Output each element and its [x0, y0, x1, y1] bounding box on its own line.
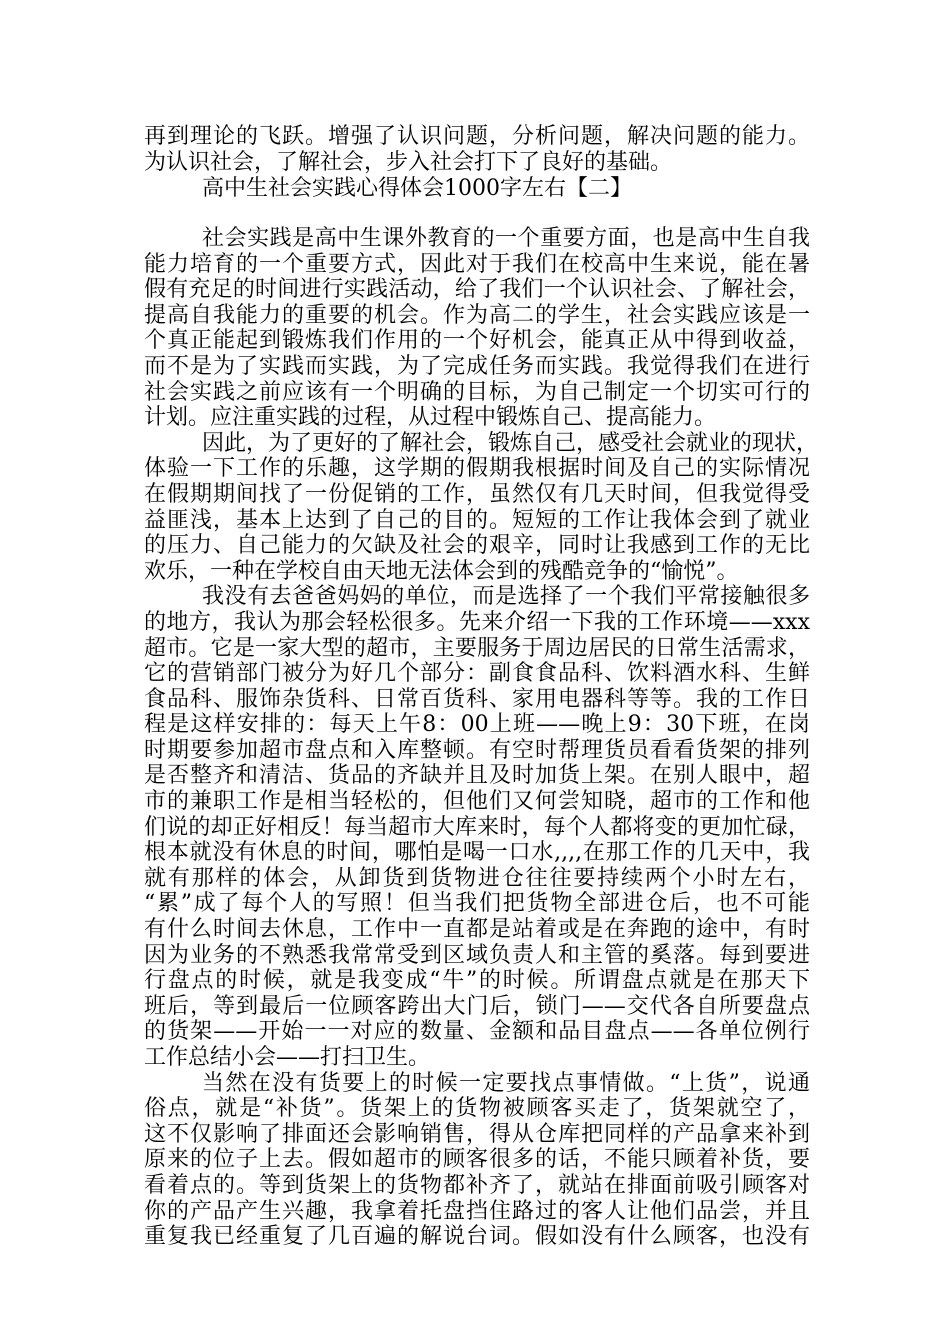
paragraph-line: 因此，为了更好的了解社会，锻炼自己，感受社会就业的现状，: [202, 430, 819, 456]
paragraph-line: “累”成了每个人的写照！但当我们把货物全部进仓后，也不可能: [144, 891, 810, 917]
paragraph-line: 在假期期间找了一份促销的工作，虽然仅有几天时间，但我觉得受: [144, 481, 810, 507]
paragraph-line: 就有那样的体会，从卸货到货物进仓往往要持续两个小时左右，: [144, 865, 810, 891]
paragraph-line: 原来的位子上去。假如超市的顾客很多的话，不能只顾着补货，要: [144, 1147, 810, 1173]
paragraph-line: 根本就没有休息的时间，哪怕是喝一口水,,,,在那工作的几天中，我: [144, 840, 810, 866]
paragraph-line: 看着点的。等到货架上的货物都补齐了，就站在排面前吸引顾客对: [144, 1172, 810, 1198]
body-text: [144, 226, 819, 1250]
paragraph: [144, 430, 819, 585]
section-heading-wrap: [144, 176, 810, 202]
paragraph-line: 它的营销部门被分为好几个部分：副食食品科、饮料酒水科、生鲜: [144, 661, 810, 687]
paragraph-line: 市的兼职工作是相当轻松的，但他们又何尝知晓，超市的工作和他: [144, 789, 810, 815]
paragraph-line: 班后，等到最后一位顾客跨出大门后，锁门——交代各自所要盘点: [144, 993, 810, 1019]
paragraph-line: 这不仅影响了排面还会影响销售，得从仓库把同样的产品拿来补到: [144, 1121, 810, 1147]
paragraph-line: 社会实践是高中生课外教育的一个重要方面，也是高中生自我: [202, 226, 810, 251]
paragraph-line: 能力培育的一个重要方式，因此对于我们在校高中生来说，能在暑: [144, 251, 810, 277]
paragraph-line: 的地方，我认为那会轻松很多。先来介绍一下我的工作环境——xxx: [144, 609, 810, 635]
intro-text: [144, 124, 810, 175]
paragraph-line: 时期要参加超市盘点和入库整顿。有空时帮理货员看看货架的排列: [144, 737, 810, 763]
paragraph-line: 工作总结小会——打扫卫生。: [144, 1045, 431, 1070]
paragraph-line: 计划。应注重实践的过程，从过程中锻炼自己、提高能力。: [144, 405, 717, 431]
paragraph: [144, 1071, 810, 1250]
paragraph-line: 个真正能起到锻炼我们作用的一个好机会，能真正从中得到收益，: [144, 328, 810, 354]
paragraph-line: 欢乐，一种在学校自由天地无法体会到的残酷竞争的“愉悦”。: [144, 558, 739, 584]
paragraph-line: 俗点，就是“补货”。货架上的货物被顾客买走了，货架就空了，: [144, 1096, 810, 1122]
paragraph-line: 行盘点的时候，就是我变成“牛”的时候。所谓盘点就是在那天下: [144, 968, 810, 994]
paragraph-line: 食品科、服饰杂货科、日常百货科、家用电器科等等。我的工作日: [144, 686, 810, 712]
intro-line: 再到理论的飞跃。增强了认识问题，分析问题，解决问题的能力。: [144, 124, 810, 149]
paragraph-line: 因为业务的不熟悉我常常受到区域负责人和主管的奚落。每到要进: [144, 942, 810, 968]
paragraph-line: 益匪浅，基本上达到了自己的目的。短短的工作让我体会到了就业: [144, 507, 810, 533]
paragraph-line: 你的产品产生兴趣，我拿着托盘挡住路过的客人让他们品尝，并且: [144, 1198, 810, 1224]
paragraph-line: 是否整齐和清洁、货品的齐缺并且及时加货上架。在别人眼中，超: [144, 763, 810, 789]
paragraph-line: 的压力、自己能力的欠缺及社会的艰辛，同时让我感到工作的无比: [144, 533, 810, 559]
paragraph-line: 超市。它是一家大型的超市，主要服务于周边居民的日常生活需求，: [144, 635, 810, 661]
paragraph-line: 们说的却正好相反！每当超市大库来时，每个人都将变的更加忙碌，: [144, 814, 810, 840]
paragraph-line: 当然在没有货要上的时候一定要找点事情做。“上货”，说通: [202, 1070, 810, 1096]
paragraph-line: 程是这样安排的：每天上午8：00上班——晚上9：30下班，在岗: [144, 712, 810, 738]
paragraph-line: 假有充足的时间进行实践活动，给了我们一个认识社会、了解社会，: [144, 277, 810, 303]
intro-line: 为认识社会，了解社会，步入社会打下了良好的基础。: [144, 149, 673, 175]
paragraph-line: 社会实践之前应该有一个明确的目标，为自己制定一个切实可行的: [144, 379, 810, 405]
paragraph-line: 重复我已经重复了几百遍的解说台词。假如没有什么顾客，也没有: [144, 1224, 810, 1250]
paragraph-line: 而不是为了实践而实践，为了完成任务而实践。我觉得我们在进行: [144, 353, 810, 379]
paragraph-line: 提高自我能力的重要的机会。作为高二的学生，社会实践应该是一: [144, 302, 810, 328]
paragraph-line: 有什么时间去休息，工作中一直都是站着或是在奔跑的途中，有时: [144, 917, 810, 943]
paragraph: [144, 584, 810, 1070]
section-heading: 高中生社会实践心得体会1000字左右【二】: [202, 176, 632, 201]
paragraph: [144, 226, 810, 431]
paragraph-line: 体验一下工作的乐趣，这学期的假期我根据时间及自己的实际情况: [144, 456, 810, 482]
paragraph-line: 我没有去爸爸妈妈的单位，而是选择了一个我们平常接触很多: [202, 584, 810, 610]
paragraph-line: 的货架——开始一一对应的数量、金额和品目盘点——各单位例行: [144, 1019, 810, 1045]
